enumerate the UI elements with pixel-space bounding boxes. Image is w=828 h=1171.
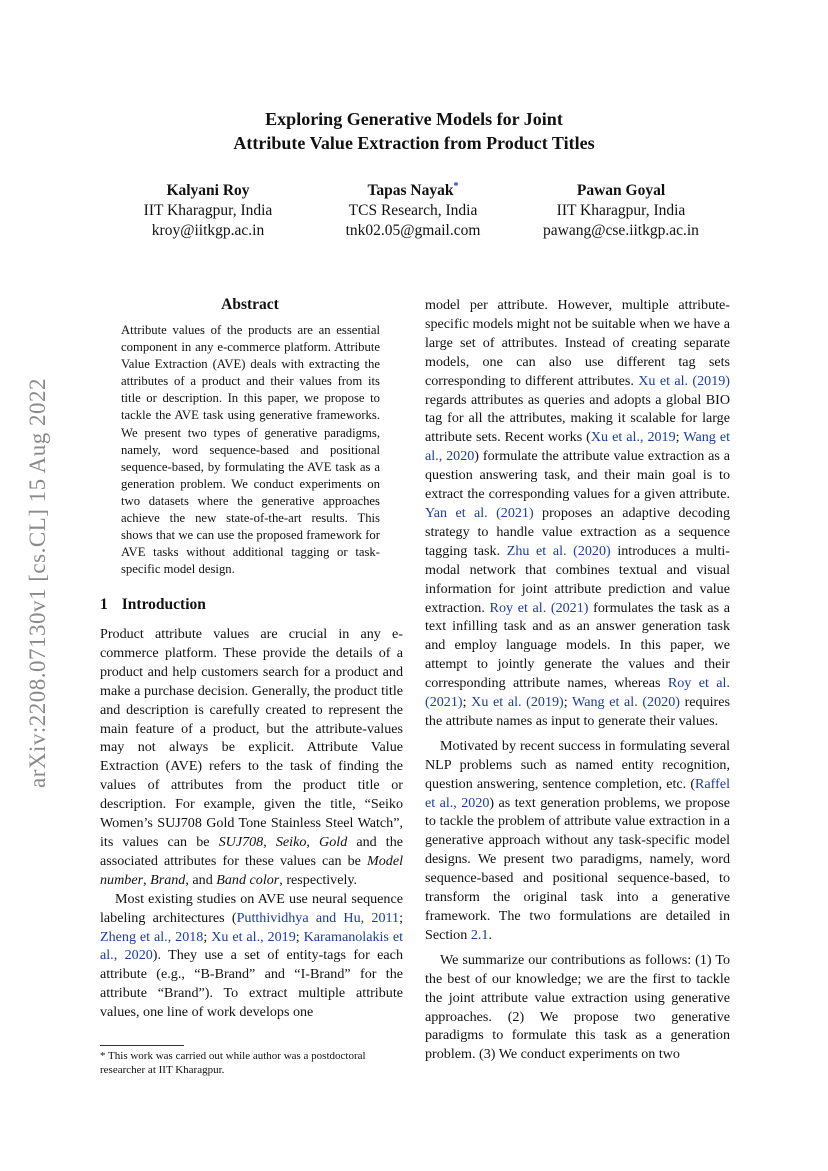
paper-title — [0, 107, 828, 155]
citation-link[interactable]: Raffel et al., 2020 — [425, 775, 730, 811]
author-email: tnk02.05@gmail.com — [345, 222, 481, 239]
author-name: Kalyani Roy — [166, 182, 250, 199]
author-affiliation: TCS Research, India — [348, 202, 478, 219]
section-number: 1 — [100, 596, 108, 613]
citation-link[interactable]: Xu et al., 2019 — [590, 429, 676, 446]
citation-link[interactable]: Putthividhya and Hu, 2011 — [236, 909, 400, 926]
title-line-2: Attribute Value Extraction from Product Titles — [233, 133, 595, 153]
citation-link[interactable]: Zhu et al. (2020) — [506, 542, 611, 559]
citation-link[interactable]: Wang et al. (2020) — [572, 694, 680, 711]
footnote-marker[interactable]: * — [453, 180, 459, 192]
right-column — [425, 296, 730, 1064]
author-block-2 — [298, 181, 528, 241]
citation-link[interactable]: Karamanolakis et al., 2020 — [100, 928, 403, 964]
author-block-3 — [506, 181, 736, 241]
citation-link[interactable]: Zheng et al., 2018 — [100, 928, 204, 945]
section-reference-link[interactable]: 2.1 — [470, 926, 489, 943]
paragraph-1: Product attribute values are crucial in any e-commerce platform. These provide the details of a product and help customers search for a product and make a purchase decision. Generally, the product title and description is carefully created to represent the main feature of a product, but the attribute-values may not always be explicit. Attribute Value Extraction (AVE) refers to the task of finding the values of attributes from the product title or description. For example, given the title, “Seiko Women’s SUJ708 Gold Tone Stainless Steel Watch”, its values can be SUJ708, Seiko, Gold and the associated attributes for these values can be Model number, Brand, and Band color, respectively. — [100, 626, 404, 888]
author-block-1 — [93, 181, 323, 241]
paragraph-4: Motivated by recent success in formulating several NLP problems such as named entity recognition, question answering, sentence completion, etc. (Raffel et al., 2020) as text generation problems, we propose to tackle the problem of attribute value extraction in a generative approach without any task-specific model designs. We present two paradigms, namely, word sequence-based and positional sequence-based, to transform the original task into a generative framework. The two formulations are detailed in Section 2.1. — [425, 737, 731, 943]
title-line-1: Exploring Generative Models for Joint — [265, 109, 563, 129]
citation-link[interactable]: Xu et al. (2019) — [471, 694, 564, 711]
citation-link[interactable]: Xu et al., 2019 — [211, 928, 296, 945]
footnote: * This work was carried out while author was a postdoctoral researcher at IIT Kharagpur. — [100, 1050, 366, 1076]
author-name: Pawan Goyal — [576, 182, 666, 199]
left-column — [100, 625, 403, 1022]
author-name: Tapas Nayak* — [367, 180, 459, 199]
author-email: pawang@cse.iitkgp.ac.in — [543, 222, 699, 239]
author-email: kroy@iitkgp.ac.in — [151, 222, 265, 239]
section-title: Introduction — [121, 596, 206, 613]
author-affiliation: IIT Kharagpur, India — [143, 202, 273, 219]
citation-link[interactable]: Yan et al. (2021) — [425, 504, 534, 521]
paragraph-3: model per attribute. However, multiple attribute-specific models might not be suitable when we have a large set of attributes. Instead of creating separate models, one can also use different tag sets corresponding to different attributes. Xu et al. (2019) regards attributes as queries and adopts a global BIO tag for all the attributes, making it scalable for large attribute sets. Recent works (Xu et al., 2019; Wang et al., 2020) formulate the attribute value extraction as a question answering task, and their main goal is to extract the corresponding values for a given attribute. Yan et al. (2021) proposes an adaptive decoding strategy to handle value extraction as a sequence tagging task. Zhu et al. (2020) introduces a multi-modal network that combines textual and visual information for joint attribute prediction and value extraction. Roy et al. (2021) formulates the task as a text infilling task and as an answer generation task and employ language models. In this paper, we attempt to jointly generate the values and their corresponding attribute names, whereas Roy et al. (2021); Xu et al. (2019); Wang et al. (2020) requires the attribute names as input to generate their values. — [425, 297, 730, 729]
abstract-body: Attribute values of the products are an essential component in any e-commerce platform. Attribute Value Extraction (AVE) deals with extracting the attributes of a product and their values from its title or description. In this paper, we propose to tackle the AVE task using generative frameworks. We present two types of generative paradigms, namely, word sequence-based and positional sequence-based, by formulating the AVE task as a generation problem. We conduct experiments on two datasets where the generative approaches achieve the new state-of-the-art results. This shows that we can use the proposed framework for AVE tasks without additional tagging or task-specific model design. — [121, 323, 380, 577]
citation-link[interactable]: Xu et al. (2019) — [638, 372, 730, 389]
paragraph-5: We summarize our contributions as follows: (1) To the best of our knowledge; we are the first to tackle the joint attribute value extraction using generative approaches. (2) We propose two generative paradigms to formulate this task as a generation problem. (3) We conduct experiments on two — [425, 951, 730, 1063]
footnote-rule — [100, 1045, 184, 1046]
author-affiliation: IIT Kharagpur, India — [556, 202, 686, 219]
citation-link[interactable]: Wang et al., 2020 — [425, 429, 730, 465]
paragraph-2: Most existing studies on AVE use neural sequence labeling architectures (Putthividhya and Hu, 2011; Zheng et al., 2018; Xu et al., 2019; Karamanolakis et al., 2020). They use a set of entity-tags for each attribute (e.g., “B-Brand” and “I-Brand” for the attribute “Brand”). To extract multiple attribute values, one line of work develops one — [100, 890, 403, 1021]
citation-link[interactable]: Roy et al. (2021) — [489, 599, 589, 616]
arxiv-identifier: arXiv:2208.07130v1 [cs.CL] 15 Aug 2022 — [25, 378, 50, 788]
section-heading — [100, 596, 206, 614]
citation-link[interactable]: Roy et al. (2021) — [425, 675, 730, 711]
abstract-heading: Abstract — [221, 296, 279, 313]
